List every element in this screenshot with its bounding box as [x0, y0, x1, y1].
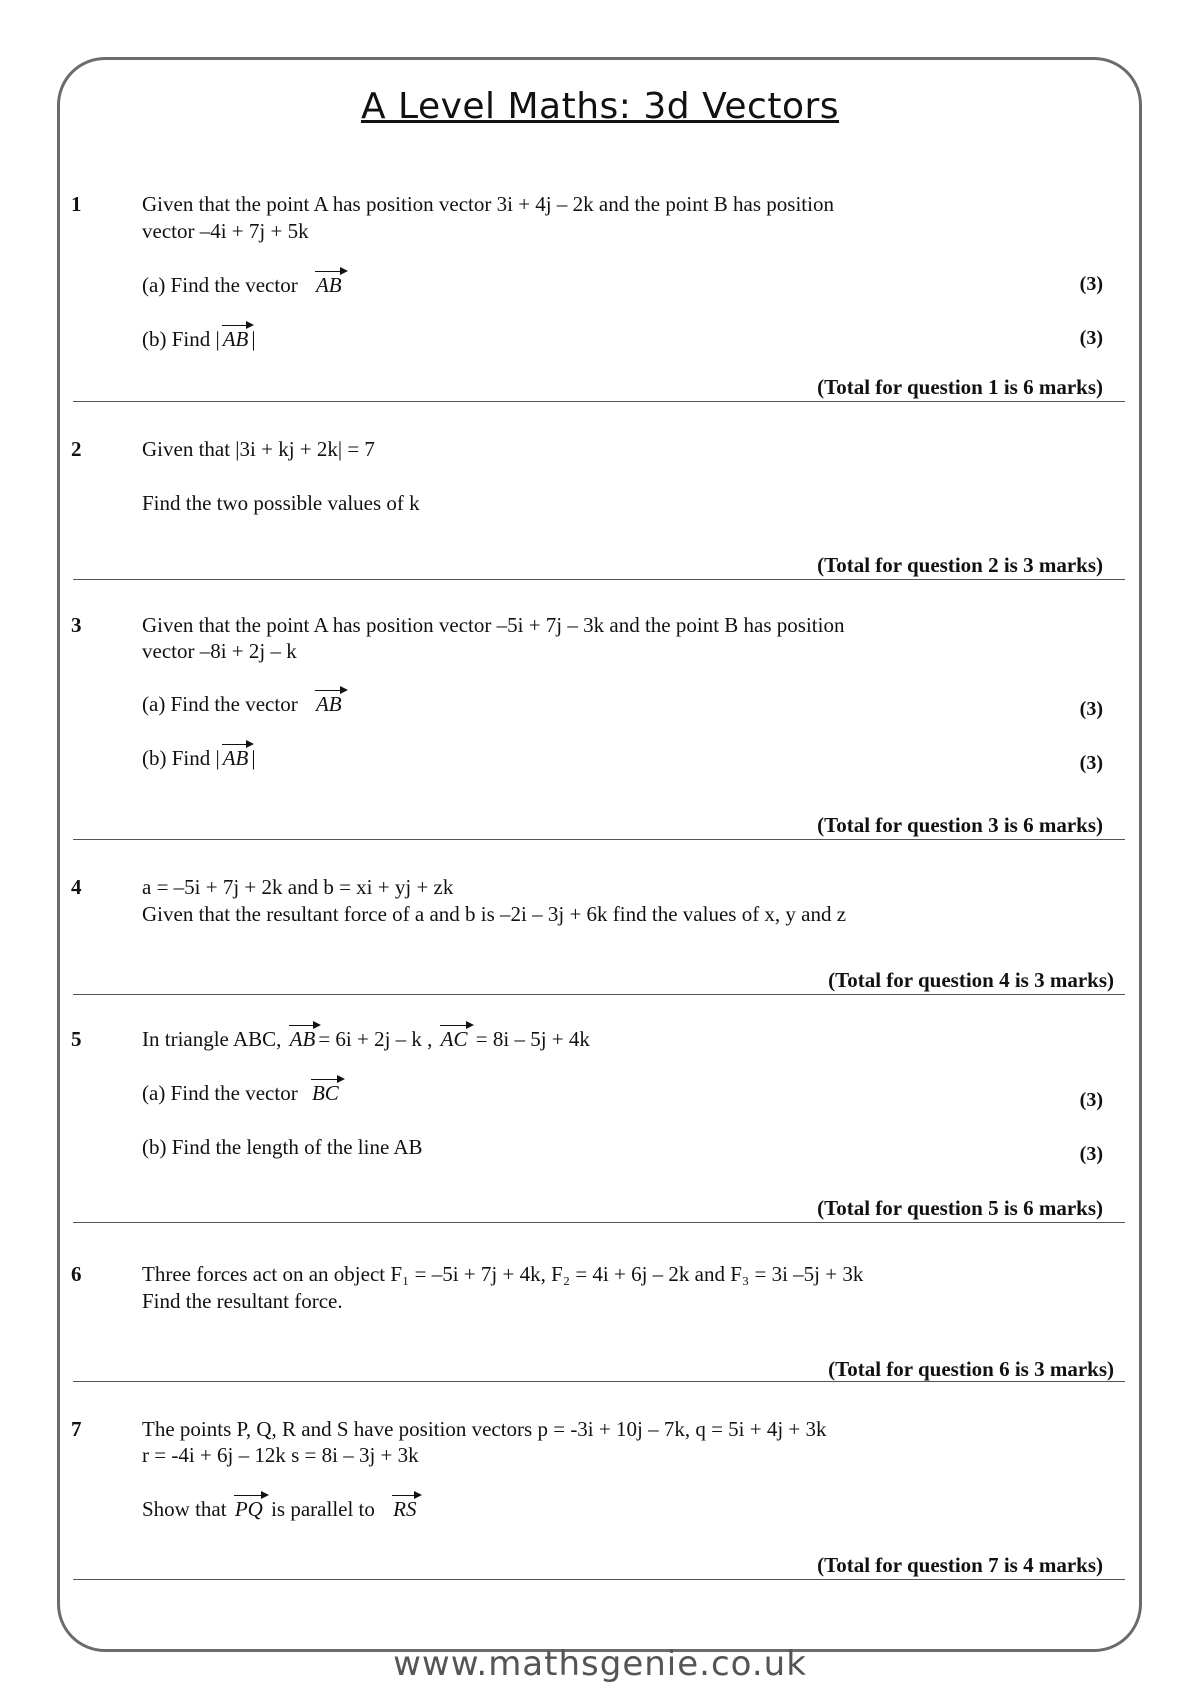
question-1-part-b	[142, 327, 256, 352]
question-6-number: 6	[71, 1262, 82, 1286]
question-7-show	[142, 1497, 419, 1522]
question-4-total: (Total for question 4 is 3 marks)	[828, 968, 1114, 992]
vector-label: AB	[313, 273, 345, 298]
question-7-line-2: r = -4i + 6j – 12k s = 8i – 3j + 3k	[142, 1443, 419, 1467]
question-5-number: 5	[71, 1027, 82, 1051]
question-6-total: (Total for question 6 is 3 marks)	[828, 1357, 1114, 1381]
question-5-total: (Total for question 5 is 6 marks)	[817, 1196, 1103, 1220]
question-4-number: 4	[71, 875, 82, 899]
question-1-total: (Total for question 1 is 6 marks)	[817, 375, 1103, 399]
question-5-part-b: (b) Find the length of the line AB	[142, 1135, 423, 1159]
question-2-number: 2	[71, 437, 82, 461]
question-6-line-2: Find the resultant force.	[142, 1289, 343, 1313]
vector-label: BC	[309, 1081, 342, 1106]
question-5-part-b-marks: (3)	[1079, 1143, 1103, 1165]
question-1-number: 1	[71, 192, 82, 216]
question-1-line-1: Given that the point A has position vector 3i + 4j – 2k and the point B has position	[142, 192, 834, 216]
part-text: (b) Find |	[142, 327, 220, 351]
show-text: is parallel to	[271, 1497, 375, 1521]
question-2-total: (Total for question 2 is 3 marks)	[817, 553, 1103, 577]
question-6-line-1: Three forces act on an object F₁ = –5i + 7j + 4k, F₂ = 4i + 6j – 2k and F₃ = 3i –5j + 3k	[142, 1262, 864, 1286]
divider	[73, 1381, 1125, 1382]
question-4-line-2: Given that the resultant force of a and b is –2i – 3j + 6k find the values of x, y and z	[142, 902, 847, 926]
question-1-part-b-marks: (3)	[1079, 327, 1103, 349]
divider	[73, 994, 1125, 995]
question-1-part-a-marks: (3)	[1079, 273, 1103, 295]
part-suffix: |	[251, 327, 256, 351]
intro-text: = 6i + 2j – k ,	[318, 1027, 433, 1051]
intro-text: In triangle ABC,	[142, 1027, 282, 1051]
question-3-line-1: Given that the point A has position vector –5i + 7j – 3k and the point B has position	[142, 613, 845, 637]
part-text: (a) Find the vector	[142, 1081, 298, 1105]
vector-label: AB	[287, 1027, 319, 1052]
question-3-line-2: vector –8i + 2j – k	[142, 639, 297, 663]
vector-label: PQ	[232, 1497, 266, 1522]
question-7-total: (Total for question 7 is 4 marks)	[817, 1553, 1103, 1577]
vector-label: RS	[390, 1497, 419, 1522]
question-3-part-a	[142, 692, 345, 717]
divider	[73, 401, 1125, 402]
question-7-number: 7	[71, 1417, 82, 1441]
page-title: A Level Maths: 3d Vectors	[360, 86, 840, 127]
question-3-total: (Total for question 3 is 6 marks)	[817, 813, 1103, 837]
question-1-part-a	[142, 273, 345, 298]
question-2-line-1: Given that |3i + kj + 2k| = 7	[142, 437, 375, 461]
intro-text: = 8i – 5j + 4k	[475, 1027, 590, 1051]
question-5-part-a	[142, 1081, 342, 1106]
question-7-line-1: The points P, Q, R and S have position vectors p = -3i + 10j – 7k, q = 5i + 4j + 3k	[142, 1417, 827, 1441]
vector-label: AC	[438, 1027, 471, 1052]
part-text: (a) Find the vector	[142, 692, 298, 716]
question-4-line-1: a = –5i + 7j + 2k and b = xi + yj + zk	[142, 875, 454, 899]
question-1-line-2: vector –4i + 7j + 5k	[142, 219, 309, 243]
part-text: (b) Find |	[142, 746, 220, 770]
divider	[73, 839, 1125, 840]
question-3-part-b-marks: (3)	[1079, 752, 1103, 774]
show-text: Show that	[142, 1497, 227, 1521]
question-5-part-a-marks: (3)	[1079, 1089, 1103, 1111]
question-3-part-b	[142, 746, 256, 771]
footer-website: www.mathsgenie.co.uk	[393, 1644, 807, 1684]
part-text: (a) Find the vector	[142, 273, 298, 297]
vector-label: AB	[220, 327, 252, 352]
part-suffix: |	[251, 746, 256, 770]
question-3-part-a-marks: (3)	[1079, 698, 1103, 720]
question-3-number: 3	[71, 613, 82, 637]
vector-label: AB	[313, 692, 345, 717]
divider	[73, 579, 1125, 580]
vector-label: AB	[220, 746, 252, 771]
divider	[73, 1579, 1125, 1580]
question-5-intro	[142, 1027, 590, 1052]
divider	[73, 1222, 1125, 1223]
question-2-extra: Find the two possible values of k	[142, 491, 420, 515]
